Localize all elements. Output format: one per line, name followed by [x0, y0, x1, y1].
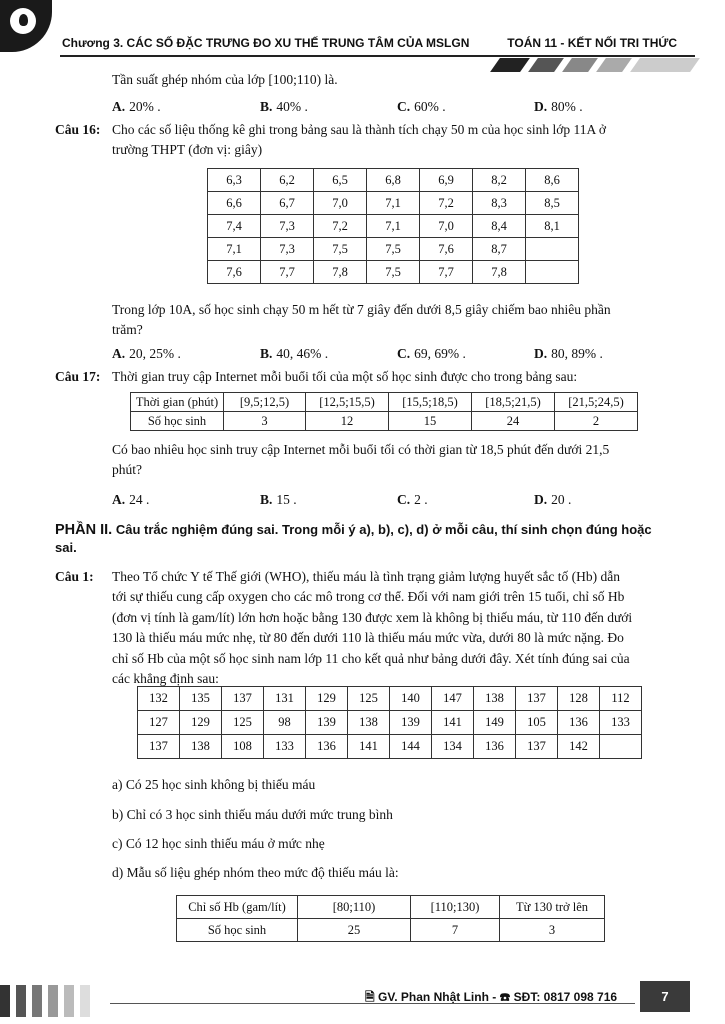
c1-paragraph-line: các khẳng định sau:: [112, 671, 219, 686]
q17-table-cell: 3: [224, 412, 306, 431]
hb-table-row: [138, 711, 642, 735]
q16-table-row: [208, 192, 579, 215]
hb-table-cell: 131: [264, 687, 306, 711]
q16-table-row: [208, 215, 579, 238]
hb-table-cell: 138: [348, 711, 390, 735]
c1-group-table: [176, 895, 605, 942]
c1-paragraph-line: chỉ số Hb của một số học sinh nam lớp 11 cho kết quả như bảng dưới đây. Xét tính đúng sai của: [112, 650, 630, 666]
hb-table-cell: 137: [222, 687, 264, 711]
hb-table-row: [138, 687, 642, 711]
c1-label: Câu 1:: [55, 569, 94, 584]
hb-table-cell: 142: [558, 735, 600, 759]
hb-table-cell: 144: [390, 735, 432, 759]
hb-table-cell: 128: [558, 687, 600, 711]
q16-table-row: [208, 261, 579, 284]
hb-table-cell: 141: [432, 711, 474, 735]
q16-table-cell: 7,7: [420, 261, 473, 284]
q17-table-cell: [9,5;12,5): [224, 393, 306, 412]
q17-question-line1: Có bao nhiêu học sinh truy cập Internet mỗi buổi tối có thời gian từ 18,5 phút đến dưới 21,5: [112, 442, 610, 457]
q16-table-cell: 7,3: [261, 215, 314, 238]
q17-table-cell: Số học sinh: [131, 412, 224, 431]
document-icon: 🗎: [365, 990, 375, 1004]
group-table-cell: 25: [298, 919, 411, 942]
hb-table-cell: 133: [264, 735, 306, 759]
hb-table-cell: 137: [516, 687, 558, 711]
q16-table-cell: 7,5: [314, 238, 367, 261]
q15-option: A. 20% .: [112, 99, 161, 114]
q16-table-cell: 6,5: [314, 169, 367, 192]
q16-table-cell: 7,6: [420, 238, 473, 261]
hb-table-cell: 125: [222, 711, 264, 735]
hb-table-cell: 108: [222, 735, 264, 759]
q16-table-cell: 7,3: [261, 238, 314, 261]
q16-table-cell: 8,4: [473, 215, 526, 238]
hb-table-cell: 132: [138, 687, 180, 711]
q16-table-cell: 7,1: [208, 238, 261, 261]
q16-table-cell: [526, 238, 579, 261]
q16-line1: Cho các số liệu thống kê ghi trong bảng sau là thành tích chạy 50 m của học sinh lớp 11A ở: [112, 122, 607, 137]
group-table-cell: Chỉ số Hb (gam/lít): [177, 896, 298, 919]
hb-table-cell: 105: [516, 711, 558, 735]
q16-table-cell: 8,3: [473, 192, 526, 215]
hb-table-cell: 129: [306, 687, 348, 711]
hb-table-cell: 125: [348, 687, 390, 711]
c1-statement-b: b) Chỉ có 3 học sinh thiếu máu dưới mức trung bình: [112, 807, 393, 822]
q17-table-cell: [18,5;21,5): [472, 393, 555, 412]
q16-label: Câu 16:: [55, 122, 101, 137]
q17-table-row: [131, 393, 638, 412]
q17-table-cell: [21,5;24,5): [555, 393, 638, 412]
q17-time-table: [130, 392, 638, 431]
q16-table-cell: 6,8: [367, 169, 420, 192]
group-table-cell: 3: [500, 919, 605, 942]
q16-data-table: [207, 168, 579, 284]
c1-paragraph-line: tới sự thiếu cung cấp oxygen cho các mô trong cơ thể. Đối với nam giới trên 15 tuổi, chỉ số Hb: [112, 589, 625, 605]
q15-option: B. 40% .: [260, 99, 308, 114]
hb-table-cell: [600, 735, 642, 759]
teacher-name: GV. Phan Nhật Linh: [378, 990, 489, 1004]
q16-option: A. 20, 25% .: [112, 346, 181, 361]
hb-table-cell: 133: [600, 711, 642, 735]
q16-table-cell: 7,0: [314, 192, 367, 215]
q17-option: B. 15 .: [260, 492, 297, 507]
hb-table-cell: 136: [306, 735, 348, 759]
q16-table-cell: 7,6: [208, 261, 261, 284]
c1-paragraph-line: 130 là thiếu máu mức nhẹ, từ 80 đến dưới 110 là thiếu máu mức vừa, dưới 80 là mức nặng. Đo: [112, 630, 624, 646]
q15-option: D. 80% .: [534, 99, 583, 114]
hb-table-cell: 129: [180, 711, 222, 735]
q16-line2: trường THPT (đơn vị: giây): [112, 142, 263, 157]
hb-table-cell: 139: [390, 711, 432, 735]
hb-table-cell: 127: [138, 711, 180, 735]
group-table-cell: [110;130): [411, 896, 500, 919]
hb-table-cell: 138: [474, 687, 516, 711]
book-title: TOÁN 11 - KẾT NỐI TRI THỨC: [507, 36, 677, 50]
q16-table-cell: 6,2: [261, 169, 314, 192]
q17-table-cell: 15: [389, 412, 472, 431]
q16-table-cell: 6,9: [420, 169, 473, 192]
c1-paragraph-line: (đơn vị tính là gam/lít) lớn hơn hoặc bằng 130 được xem là không bị thiếu máu, từ 110 đến dưới: [112, 609, 633, 625]
q17-option: D. 20 .: [534, 492, 572, 507]
brand-logo: [0, 0, 52, 52]
page-number: 7: [640, 981, 690, 1012]
q17-text: Thời gian truy cập Internet mỗi buổi tối của một số học sinh được cho trong bảng sau:: [112, 369, 578, 384]
leaf-icon: [10, 8, 36, 34]
hb-table-cell: 147: [432, 687, 474, 711]
q17-label: Câu 17:: [55, 369, 101, 384]
q16-table-cell: 7,5: [367, 238, 420, 261]
part2-title: PHẦN II.: [55, 522, 113, 538]
hb-table-cell: 139: [306, 711, 348, 735]
q17-option: C. 2 .: [397, 492, 428, 507]
c1-hb-table: [137, 686, 642, 759]
chapter-title: Chương 3. CÁC SỐ ĐẶC TRƯNG ĐO XU THẾ TRUNG TÂM CỦA MSLGN: [62, 36, 470, 50]
q16-table-cell: 6,3: [208, 169, 261, 192]
q16-table-cell: 7,7: [261, 261, 314, 284]
c1-statement-c: c) Có 12 học sinh thiếu máu ở mức nhẹ: [112, 836, 325, 851]
hb-table-cell: 134: [432, 735, 474, 759]
q16-table-row: [208, 238, 579, 261]
header-stripes: [485, 58, 695, 72]
q16-table-cell: [526, 261, 579, 284]
q16-table-cell: 8,7: [473, 238, 526, 261]
q15-text: Tần suất ghép nhóm của lớp [100;110) là.: [112, 72, 338, 87]
footer-credit: 🗎 GV. Phan Nhật Linh - ☎ SĐT: 0817 098 716: [365, 990, 618, 1004]
phone-number: SĐT: 0817 098 716: [513, 990, 618, 1004]
group-table-row: [177, 919, 605, 942]
q16-table-cell: 8,6: [526, 169, 579, 192]
group-table-cell: Số học sinh: [177, 919, 298, 942]
part2-instructions: Câu trắc nghiệm đúng sai. Trong mỗi ý a), b), c), d) ở mỗi câu, thí sinh chọn đúng hoặc sai.: [55, 522, 652, 555]
q17-table-cell: 24: [472, 412, 555, 431]
hb-table-cell: 136: [474, 735, 516, 759]
q17-option: A. 24 .: [112, 492, 150, 507]
group-table-cell: Từ 130 trở lên: [500, 896, 605, 919]
q17-table-cell: [15,5;18,5): [389, 393, 472, 412]
q17-question-line2: phút?: [112, 462, 142, 477]
q16-table-cell: 8,2: [473, 169, 526, 192]
q16-table-cell: 6,6: [208, 192, 261, 215]
q16-question-line2: trăm?: [112, 322, 143, 337]
group-table-cell: [80;110): [298, 896, 411, 919]
hb-table-cell: 140: [390, 687, 432, 711]
group-table-cell: 7: [411, 919, 500, 942]
hb-table-cell: 141: [348, 735, 390, 759]
header-divider: [60, 55, 695, 57]
hb-table-cell: 136: [558, 711, 600, 735]
q16-table-cell: 7,4: [208, 215, 261, 238]
q17-table-cell: 12: [306, 412, 389, 431]
hb-table-cell: 98: [264, 711, 306, 735]
q17-table-cell: Thời gian (phút): [131, 393, 224, 412]
q17-table-cell: 2: [555, 412, 638, 431]
q16-table-cell: 7,2: [314, 215, 367, 238]
q16-option: C. 69, 69% .: [397, 346, 466, 361]
c1-statement-d: d) Mẫu số liệu ghép nhóm theo mức độ thiếu máu là:: [112, 865, 399, 880]
hb-table-cell: 137: [138, 735, 180, 759]
hb-table-row: [138, 735, 642, 759]
q16-table-cell: 8,1: [526, 215, 579, 238]
footer-bars: [0, 985, 110, 1017]
q16-question-line1: Trong lớp 10A, số học sinh chạy 50 m hết từ 7 giây đến dưới 8,5 giây chiếm bao nhiêu phần: [112, 302, 611, 317]
q16-table-cell: 8,5: [526, 192, 579, 215]
hb-table-cell: 149: [474, 711, 516, 735]
hb-table-cell: 135: [180, 687, 222, 711]
q16-table-row: [208, 169, 579, 192]
group-table-row: [177, 896, 605, 919]
c1-statement-a: a) Có 25 học sinh không bị thiếu máu: [112, 777, 316, 792]
q16-table-cell: 7,1: [367, 215, 420, 238]
c1-paragraph-line: Theo Tổ chức Y tế Thế giới (WHO), thiếu máu là tình trạng giảm lượng huyết sắc tố (Hb) dẫn: [112, 569, 621, 584]
q16-table-cell: 7,1: [367, 192, 420, 215]
part2-heading: [55, 521, 675, 557]
q15-option: C. 60% .: [397, 99, 446, 114]
phone-icon: ☎: [499, 990, 511, 1004]
q16-table-cell: 7,2: [420, 192, 473, 215]
q17-table-row: [131, 412, 638, 431]
hb-table-cell: 112: [600, 687, 642, 711]
q16-table-cell: 7,0: [420, 215, 473, 238]
hb-table-cell: 138: [180, 735, 222, 759]
hb-table-cell: 137: [516, 735, 558, 759]
q16-option: D. 80, 89% .: [534, 346, 603, 361]
q16-table-cell: 7,8: [473, 261, 526, 284]
q16-option: B. 40, 46% .: [260, 346, 329, 361]
q16-table-cell: 7,5: [367, 261, 420, 284]
q16-table-cell: 6,7: [261, 192, 314, 215]
q17-table-cell: [12,5;15,5): [306, 393, 389, 412]
q16-table-cell: 7,8: [314, 261, 367, 284]
